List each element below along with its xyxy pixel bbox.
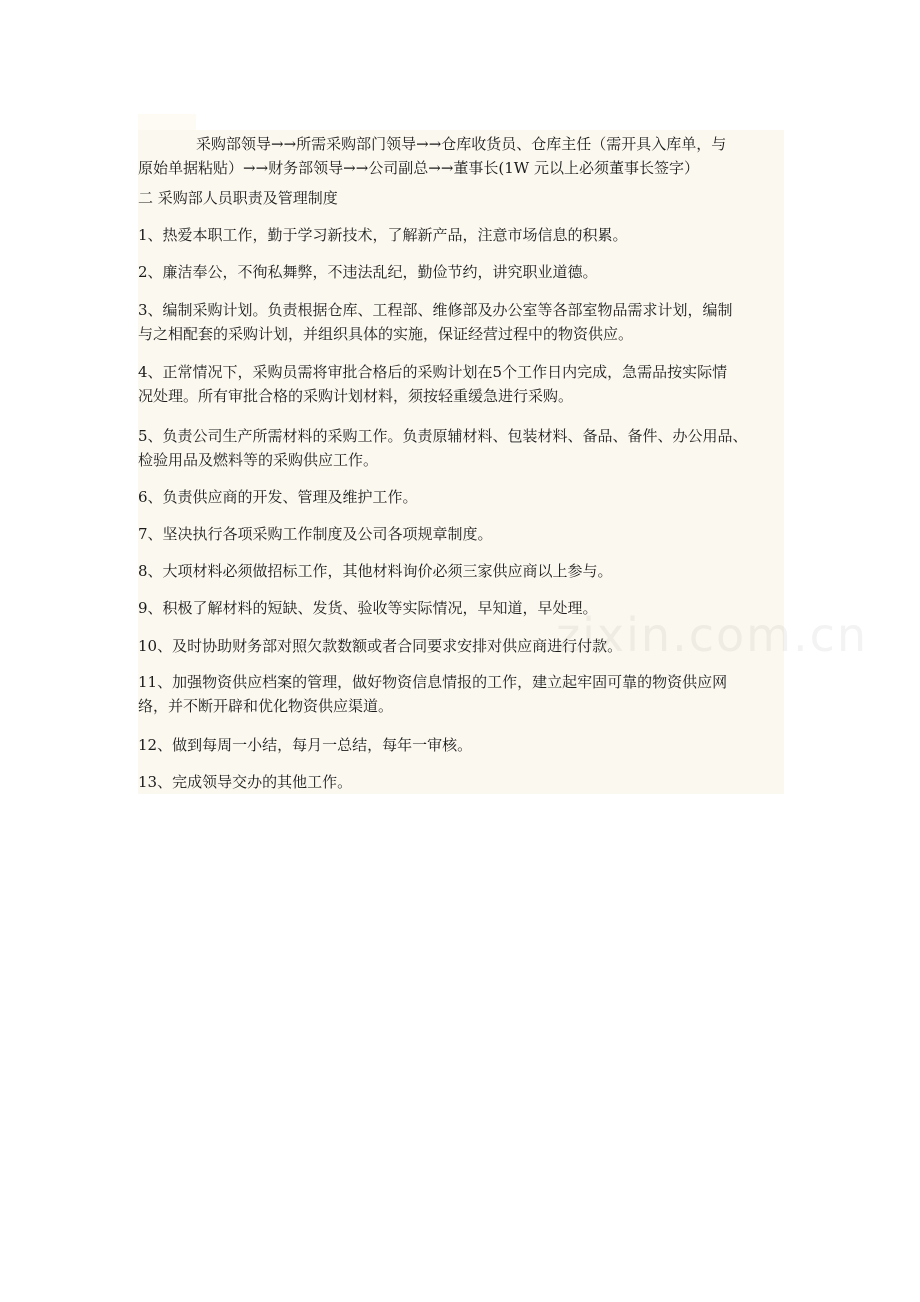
duty-item-line: 5、负责公司生产所需材料的采购工作。负责原辅材料、包装材料、备品、备件、办公用品、	[138, 427, 748, 445]
duty-item-12	[138, 733, 784, 757]
site-watermark: zixin.com.cn	[556, 608, 869, 662]
decorative-corner-box	[138, 114, 196, 130]
duty-item-line: 1、热爱本职工作，勤于学习新技术，了解新产品，注意市场信息的积累。	[138, 226, 628, 244]
duty-item-7	[138, 522, 784, 546]
duty-item-line: 10、及时协助财务部对照欠款数额或者合同要求安排对供应商进行付款。	[138, 637, 623, 655]
duty-item-2	[138, 260, 784, 284]
duty-item-line: 8、大项材料必须做招标工作，其他材料询价必须三家供应商以上参与。	[138, 562, 613, 580]
duty-item-6	[138, 485, 784, 509]
duty-item-1	[138, 223, 784, 247]
duty-item-line: 况处理。所有审批合格的采购计划材料，须按轻重缓急进行采购。	[138, 387, 574, 405]
duty-item-4	[138, 360, 784, 408]
duty-item-line: 12、做到每周一小结，每月一总结，每年一审核。	[138, 736, 473, 754]
duty-item-5	[138, 424, 784, 472]
duty-item-line: 7、坚决执行各项采购工作制度及公司各项规章制度。	[138, 525, 493, 543]
duty-item-11	[138, 670, 784, 718]
duty-item-line: 9、积极了解材料的短缺、发货、验收等实际情况，早知道，早处理。	[138, 599, 598, 617]
approval-flow-paragraph	[138, 132, 784, 180]
duty-item-line: 13、完成领导交办的其他工作。	[138, 773, 353, 791]
duty-item-line: 检验用品及燃料等的采购供应工作。	[138, 451, 379, 469]
duty-item-8	[138, 559, 784, 583]
section-title: 二 采购部人员职责及管理制度	[138, 189, 338, 207]
approval-flow-line-1: 采购部领导→→所需采购部门领导→→仓库收货员、仓库主任（需开具入库单，与	[196, 135, 727, 153]
duty-item-line: 络，并不断开辟和优化物资供应渠道。	[138, 697, 394, 715]
duty-item-line: 3、编制采购计划。负责根据仓库、工程部、维修部及办公室等各部室物品需求计划，编制	[138, 301, 733, 319]
approval-flow-line-2: 原始单据粘贴）→→财务部领导→→公司副总→→董事长(1W 元以上必须董事长签字）	[138, 159, 699, 177]
duty-item-3	[138, 298, 784, 346]
duty-item-line: 与之相配套的采购计划，并组织具体的实施，保证经营过程中的物资供应。	[138, 325, 634, 343]
duty-item-line: 11、加强物资供应档案的管理，做好物资信息情报的工作，建立起牢固可靠的物资供应网	[138, 673, 728, 691]
duty-item-13	[138, 770, 784, 794]
duty-item-line: 2、廉洁奉公，不徇私舞弊，不违法乱纪，勤俭节约，讲究职业道德。	[138, 263, 598, 281]
duty-item-line: 6、负责供应商的开发、管理及维护工作。	[138, 488, 418, 506]
duty-item-line: 4、正常情况下，采购员需将审批合格后的采购计划在5个工作日内完成，急需品按实际情	[138, 363, 728, 381]
